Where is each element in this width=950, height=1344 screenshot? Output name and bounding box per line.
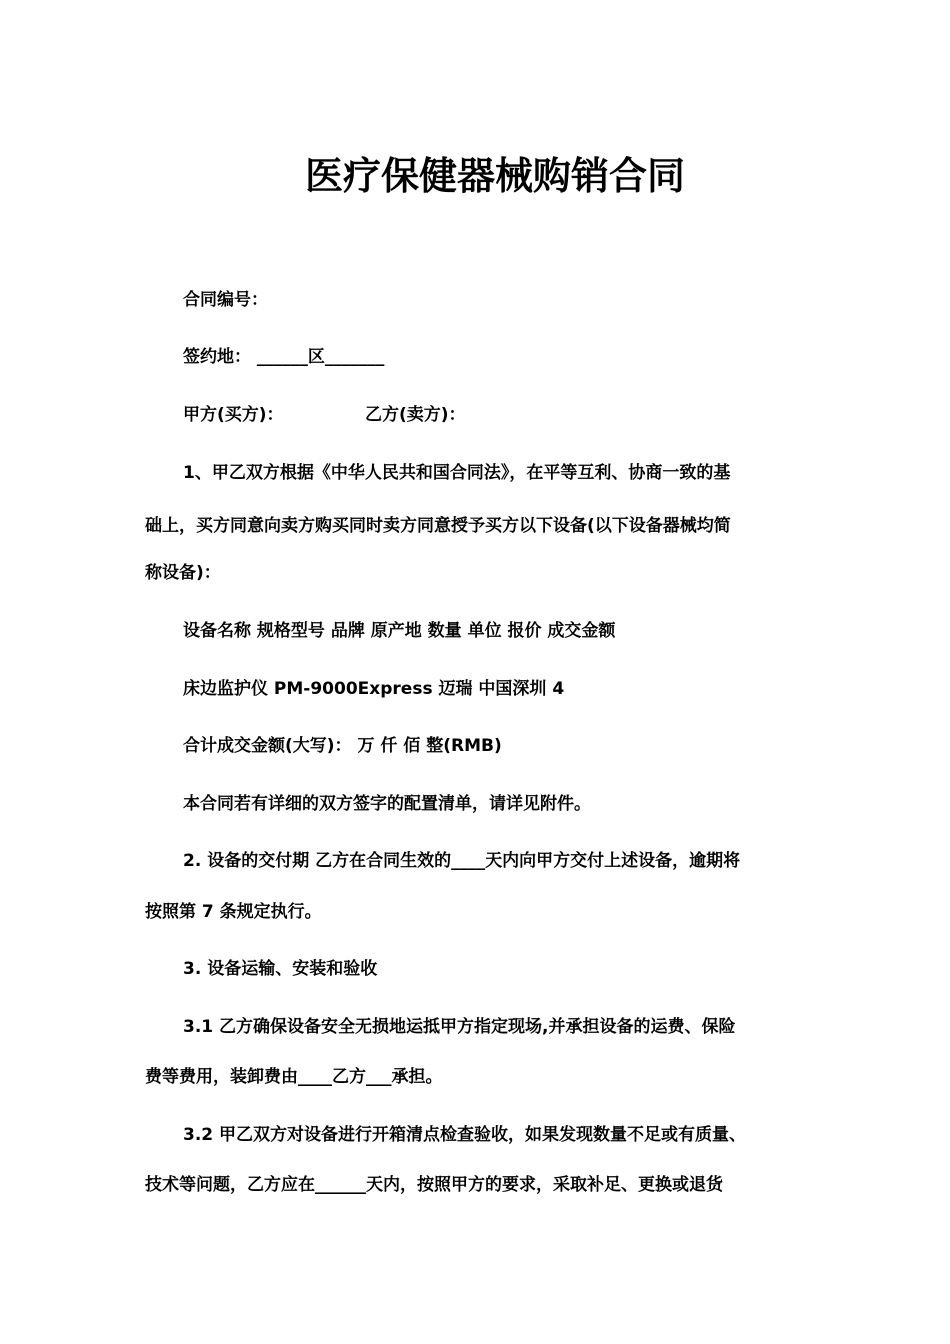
- party-a-label: 甲方(买方)：: [183, 405, 284, 425]
- contract-number-label: 合同编号：: [183, 290, 268, 310]
- clause-1-line-1: 1、甲乙双方根据《中华人民共和国合同法》，在平等互利、协商一致的基: [183, 463, 731, 483]
- clause-3-1-line-1: 3.1 乙方确保设备安全无损地运抵甲方指定现场,并承担设备的运费、保险: [183, 1017, 736, 1037]
- document-title: 医疗保健器械购销合同: [304, 154, 685, 198]
- total-amount-line: 合计成交金额(大写)： 万 仟 佰 整(RMB): [183, 736, 502, 756]
- equipment-table-header: 设备名称 规格型号 品牌 原产地 数量 单位 报价 成交金额: [183, 621, 616, 641]
- party-b-label: 乙方(卖方)：: [365, 405, 466, 425]
- clause-3-1-line-2: 费等费用，装卸费由____乙方___承担。: [145, 1067, 443, 1087]
- clause-2-line-2: 按照第 7 条规定执行。: [145, 902, 322, 922]
- attachment-note: 本合同若有详细的双方签字的配置清单，请详见附件。: [183, 794, 591, 814]
- clause-3-title: 3. 设备运输、安装和验收: [183, 959, 378, 979]
- sign-place-line: 签约地： ______区_______: [183, 347, 385, 367]
- clause-2-line-1: 2. 设备的交付期 乙方在合同生效的____天内向甲方交付上述设备，逾期将: [183, 851, 741, 871]
- equipment-table-row: 床边监护仪 PM-9000Express 迈瑞 中国深圳 4: [183, 679, 565, 699]
- clause-1-line-2: 础上，买方同意向卖方购买同时卖方同意授予买方以下设备(以下设备器械均简: [145, 516, 731, 536]
- clause-1-line-3: 称设备)：: [145, 563, 221, 583]
- clause-3-2-line-2: 技术等问题，乙方应在______天内，按照甲方的要求，采取补足、更换或退货: [145, 1175, 723, 1195]
- clause-3-2-line-1: 3.2 甲乙双方对设备进行开箱清点检查验收，如果发现数量不足或有质量、: [183, 1125, 747, 1145]
